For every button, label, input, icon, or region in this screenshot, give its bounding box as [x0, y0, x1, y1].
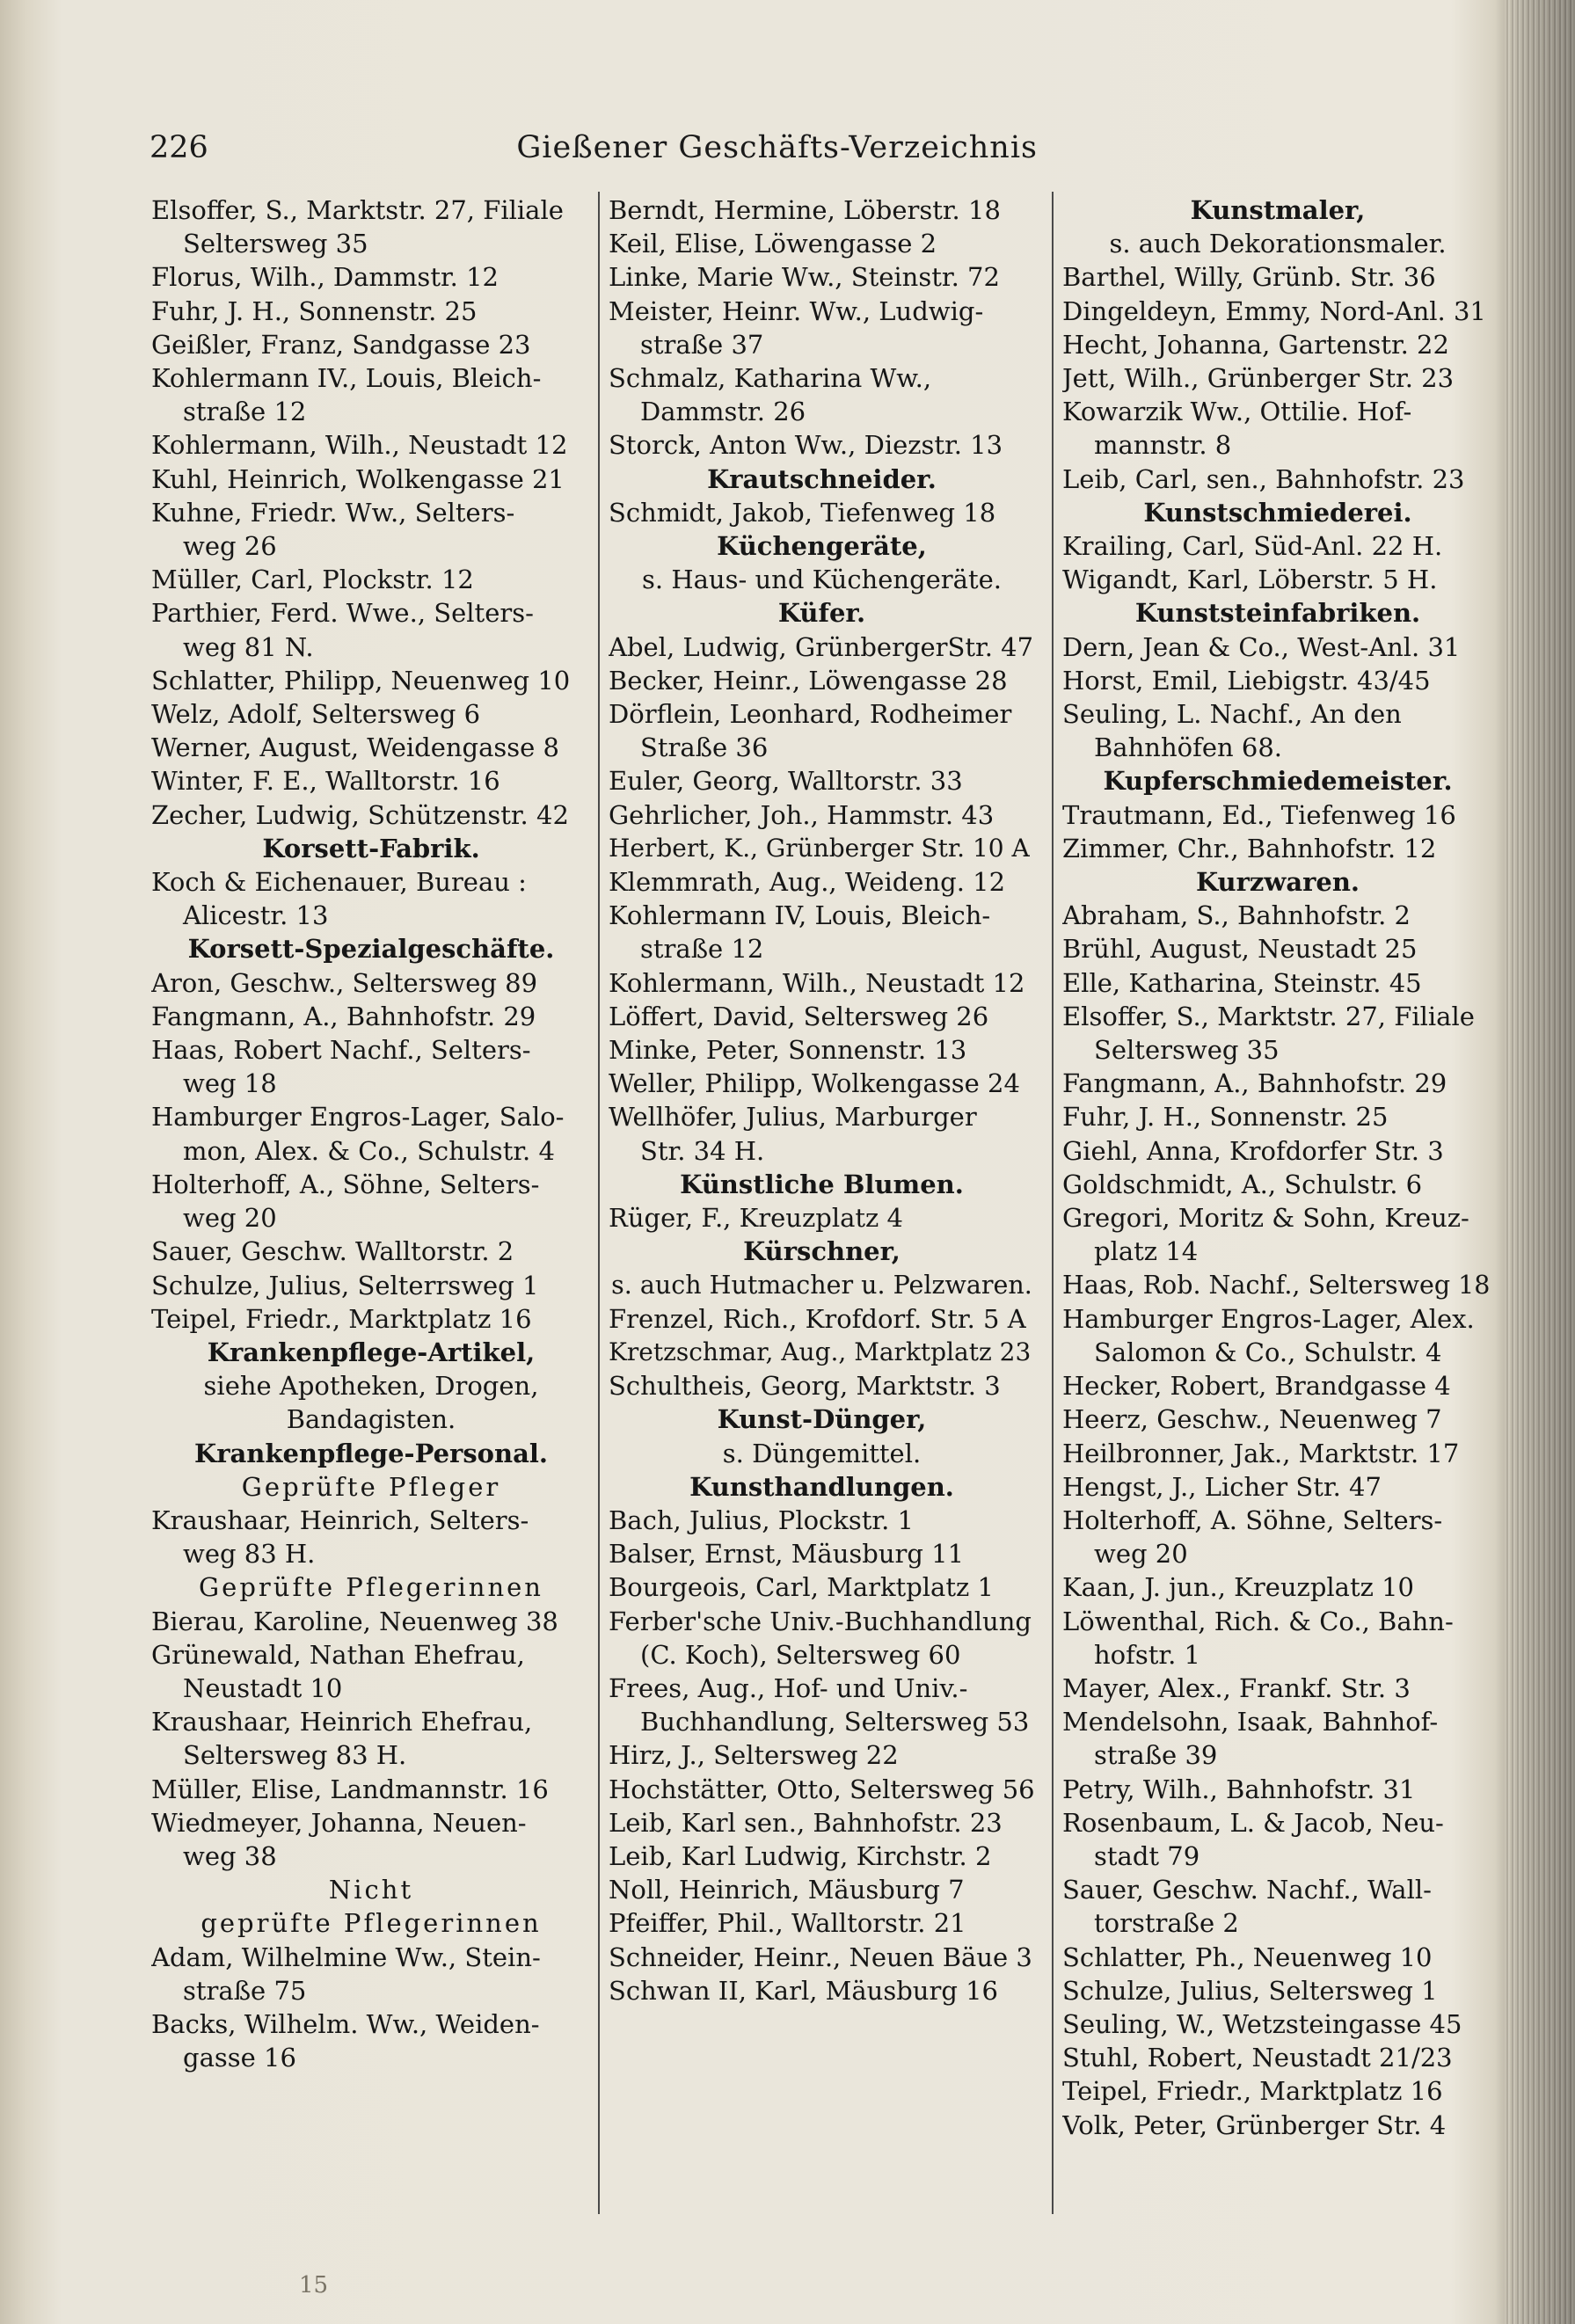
directory-entry: Kohlermann IV., Louis, Bleich-: [151, 363, 542, 394]
directory-entry: Brühl, August, Neustadt 25: [1062, 934, 1418, 965]
directory-column-1: [151, 193, 591, 2074]
directory-entry: Storck, Anton Ww., Diezstr. 13: [609, 430, 1003, 461]
directory-entry: Seuling, L. Nachf., An den: [1062, 699, 1402, 730]
directory-entry: Heilbronner, Jak., Marktstr. 17: [1062, 1438, 1460, 1468]
directory-entry: Haas, Robert Nachf., Selters-: [151, 1035, 531, 1066]
section-heading: Kürschner,: [743, 1236, 901, 1267]
directory-entry: Teipel, Friedr., Marktplatz 16: [151, 1303, 532, 1334]
directory-entry: Schulze, Julius, Selterrsweg 1: [151, 1270, 539, 1300]
directory-entry: Fuhr, J. H., Sonnenstr. 25: [1062, 1102, 1389, 1133]
directory-entry: Schneider, Heinr., Neuen Bäue 3: [609, 1942, 1032, 1972]
subsection-heading: Geprüfte Pfleger: [241, 1471, 501, 1502]
directory-entry: Schulze, Julius, Seltersweg 1: [1062, 1975, 1438, 2006]
entry-continuation: weg 18: [183, 1068, 277, 1099]
entry-continuation: Neustadt 10: [183, 1672, 343, 1703]
directory-entry: Winter, F. E., Walltorstr. 16: [151, 766, 500, 797]
directory-entry: Jett, Wilh., Grünberger Str. 23: [1062, 363, 1455, 394]
directory-entry: Schwan II, Karl, Mäusburg 16: [609, 1975, 999, 2006]
section-heading: Korsett-Fabrik.: [262, 833, 480, 863]
directory-entry: Florus, Wilh., Dammstr. 12: [151, 262, 499, 293]
directory-entry: Petry, Wilh., Bahnhofstr. 31: [1062, 1774, 1416, 1804]
column-rule: [1052, 192, 1054, 2214]
section-heading: Kunst-Dünger,: [717, 1404, 927, 1435]
column-rule: [598, 192, 600, 2214]
directory-entry: Hecht, Johanna, Gartenstr. 22: [1062, 329, 1449, 360]
directory-entry: Bourgeois, Carl, Marktplatz 1: [609, 1572, 994, 1603]
directory-entry: Balser, Ernst, Mäusburg 11: [609, 1539, 965, 1570]
directory-entry: Stuhl, Robert, Neustadt 21/23: [1062, 2043, 1453, 2073]
directory-entry: Hengst, J., Licher Str. 47: [1062, 1471, 1382, 1502]
directory-entry: Dörflein, Leonhard, Rodheimer: [609, 699, 1012, 730]
entry-continuation: Bahnhöfen 68.: [1094, 732, 1283, 763]
directory-entry: Linke, Marie Ww., Steinstr. 72: [609, 262, 1000, 293]
cross-reference-note: s. Düngemittel.: [722, 1438, 922, 1468]
section-heading: Krankenpflege-Personal.: [194, 1438, 548, 1468]
directory-entry: Barthel, Willy, Grünb. Str. 36: [1062, 262, 1436, 293]
directory-entry: Keil, Elise, Löwengasse 2: [609, 229, 937, 259]
running-title: Gießener Geschäfts-Verzeichnis: [516, 130, 1038, 165]
entry-continuation: torstraße 2: [1094, 1908, 1239, 1939]
directory-entry: Leib, Carl, sen., Bahnhofstr. 23: [1062, 463, 1465, 494]
directory-entry: Adam, Wilhelmine Ww., Stein-: [151, 1942, 541, 1972]
directory-entry: Mendelsohn, Isaak, Bahnhof-: [1062, 1707, 1439, 1738]
directory-entry: Kowarzik Ww., Ottilie. Hof-: [1062, 397, 1412, 427]
entry-continuation: hofstr. 1: [1094, 1639, 1200, 1670]
entry-continuation: Seltersweg 35: [1094, 1035, 1280, 1066]
directory-entry: Gehrlicher, Joh., Hammstr. 43: [609, 799, 995, 830]
entry-continuation: weg 38: [183, 1840, 277, 1871]
entry-continuation: straße 75: [183, 1975, 307, 2006]
directory-entry: Elle, Katharina, Steinstr. 45: [1062, 967, 1422, 998]
cross-reference-note: s. Haus- und Küchengeräte.: [642, 565, 1002, 595]
section-heading: Küfer.: [777, 598, 866, 629]
directory-entry: Schmalz, Katharina Ww.,: [609, 363, 932, 394]
directory-entry: Kretzschmar, Aug., Marktplatz 23: [609, 1337, 1032, 1366]
directory-entry: Minke, Peter, Sonnenstr. 13: [609, 1035, 967, 1066]
directory-entry: Kuhne, Friedr. Ww., Selters-: [151, 497, 515, 528]
section-heading: Krankenpflege-Artikel,: [207, 1337, 536, 1367]
directory-entry: Werner, August, Weidengasse 8: [151, 732, 559, 763]
directory-entry: Rüger, F., Kreuzplatz 4: [609, 1203, 903, 1234]
directory-entry: Geißler, Franz, Sandgasse 23: [151, 329, 531, 360]
directory-entry: Schlatter, Philipp, Neuenweg 10: [151, 665, 571, 696]
directory-entry: Schultheis, Georg, Marktstr. 3: [609, 1371, 1001, 1402]
directory-entry: Volk, Peter, Grünberger Str. 4: [1062, 2109, 1447, 2140]
directory-entry: Seuling, W., Wetzsteingasse 45: [1062, 2008, 1462, 2039]
directory-entry: Noll, Heinrich, Mäusburg 7: [609, 1875, 965, 1905]
directory-entry: Kraushaar, Heinrich, Selters-: [151, 1504, 529, 1535]
entry-continuation: stadt 79: [1094, 1840, 1200, 1871]
subsection-heading: Geprüfte Pflegerinnen: [199, 1572, 543, 1603]
entry-continuation: (C. Koch), Seltersweg 60: [640, 1639, 961, 1670]
directory-entry: Sauer, Geschw. Walltorstr. 2: [151, 1236, 514, 1267]
page-header: [149, 130, 1038, 174]
section-heading: Künstliche Blumen.: [680, 1169, 964, 1199]
directory-entry: Elsoffer, S., Marktstr. 27, Filiale: [1062, 1001, 1475, 1031]
directory-entry: Teipel, Friedr., Marktplatz 16: [1062, 2076, 1443, 2107]
section-heading: Kunstmaler,: [1190, 195, 1366, 225]
section-heading: Kunststeinfabriken.: [1134, 598, 1421, 629]
directory-entry: Hochstätter, Otto, Seltersweg 56: [609, 1774, 1035, 1804]
entry-continuation: weg 83 H.: [183, 1539, 316, 1570]
directory-entry: Parthier, Ferd. Wwe., Selters-: [151, 598, 534, 629]
section-heading: Kupferschmiedemeister.: [1103, 766, 1453, 797]
entry-continuation: Seltersweg 83 H.: [183, 1740, 407, 1771]
section-heading: Kunstschmiederei.: [1143, 497, 1412, 528]
entry-continuation: mon, Alex. & Co., Schulstr. 4: [183, 1135, 555, 1166]
directory-entry: Fangmann, A., Bahnhofstr. 29: [151, 1001, 536, 1031]
directory-entry: Müller, Elise, Landmannstr. 16: [151, 1774, 549, 1804]
directory-entry: Berndt, Hermine, Löberstr. 18: [609, 195, 1001, 225]
directory-entry: Hecker, Robert, Brandgasse 4: [1062, 1371, 1451, 1402]
directory-entry: Goldschmidt, A., Schulstr. 6: [1062, 1169, 1423, 1199]
directory-entry: Bach, Julius, Plockstr. 1: [609, 1504, 914, 1535]
section-heading: Kunsthandlungen.: [689, 1471, 954, 1502]
directory-entry: Krailing, Carl, Süd-Anl. 22 H.: [1062, 531, 1443, 562]
entry-continuation: Straße 36: [640, 732, 769, 763]
directory-entry: Hirz, J., Seltersweg 22: [609, 1740, 899, 1771]
directory-entry: Kraushaar, Heinrich Ehefrau,: [151, 1707, 533, 1738]
directory-entry: Hamburger Engros-Lager, Alex.: [1062, 1303, 1475, 1334]
entry-continuation: weg 81 N.: [183, 631, 314, 662]
directory-entry: Haas, Rob. Nachf., Seltersweg 18: [1062, 1270, 1491, 1300]
directory-entry: Schmidt, Jakob, Tiefenweg 18: [609, 497, 996, 528]
directory-entry: Becker, Heinr., Löwengasse 28: [609, 665, 1008, 696]
entry-continuation: weg 26: [183, 531, 277, 562]
directory-entry: Abraham, S., Bahnhofstr. 2: [1062, 900, 1411, 931]
directory-entry: Hamburger Engros-Lager, Salo-: [151, 1102, 565, 1133]
entry-continuation: straße 39: [1094, 1740, 1218, 1771]
directory-entry: Kuhl, Heinrich, Wolkengasse 21: [151, 463, 565, 494]
section-heading: Korsett-Spezialgeschäfte.: [187, 934, 555, 965]
directory-entry: Herbert, K., Grünberger Str. 10 A: [609, 833, 1030, 863]
directory-entry: Fuhr, J. H., Sonnenstr. 25: [151, 295, 478, 326]
directory-entry: Holterhoff, A., Söhne, Selters-: [151, 1169, 540, 1199]
directory-entry: Dingeldeyn, Emmy, Nord-Anl. 31: [1062, 295, 1486, 326]
directory-entry: Frees, Aug., Hof- und Univ.-: [609, 1672, 968, 1703]
section-heading: Küchengeräte,: [717, 531, 927, 562]
page-edge-shadow: [1505, 0, 1575, 2324]
directory-entry: Bierau, Karoline, Neuenweg 38: [151, 1606, 558, 1636]
directory-entry: Wiedmeyer, Johanna, Neuen-: [151, 1807, 527, 1838]
entry-continuation: Alicestr. 13: [183, 900, 329, 931]
directory-entry: Elsoffer, S., Marktstr. 27, Filiale: [151, 195, 564, 225]
directory-entry: Mayer, Alex., Frankf. Str. 3: [1062, 1672, 1411, 1703]
subsection-heading: geprüfte Pflegerinnen: [201, 1908, 542, 1939]
directory-entry: Frenzel, Rich., Krofdorf. Str. 5 A: [609, 1303, 1026, 1334]
directory-entry: Holterhoff, A. Söhne, Selters-: [1062, 1504, 1443, 1535]
directory-entry: Löwenthal, Rich. & Co., Bahn-: [1062, 1606, 1454, 1636]
subsection-heading: Nicht: [328, 1875, 414, 1905]
directory-entry: Klemmrath, Aug., Weideng. 12: [609, 867, 1006, 898]
entry-continuation: straße 12: [183, 397, 307, 427]
directory-entry: Backs, Wilhelm. Ww., Weiden-: [151, 2008, 540, 2039]
directory-entry: Schlatter, Ph., Neuenweg 10: [1062, 1942, 1433, 1972]
signature-mark: 15: [299, 2272, 329, 2299]
directory-column-3: [1062, 193, 1493, 2142]
directory-entry: Horst, Emil, Liebigstr. 43/45: [1062, 665, 1431, 696]
cross-reference-note: Bandagisten.: [286, 1404, 456, 1435]
directory-entry: Zimmer, Chr., Bahnhofstr. 12: [1062, 833, 1437, 863]
cross-reference-note: s. auch Dekorationsmaler.: [1109, 229, 1447, 259]
entry-continuation: Seltersweg 35: [183, 229, 368, 259]
directory-entry: Grünewald, Nathan Ehefrau,: [151, 1639, 525, 1670]
directory-entry: Kohlermann, Wilh., Neustadt 12: [151, 430, 568, 461]
directory-entry: Leib, Karl Ludwig, Kirchstr. 2: [609, 1840, 992, 1871]
directory-entry: Leib, Karl sen., Bahnhofstr. 23: [609, 1807, 1003, 1838]
directory-column-2: [609, 193, 1035, 2007]
directory-entry: Wigandt, Karl, Löberstr. 5 H.: [1062, 565, 1438, 595]
directory-entry: Kohlermann, Wilh., Neustadt 12: [609, 967, 1025, 998]
entry-continuation: Str. 34 H.: [640, 1135, 765, 1166]
directory-entry: Koch & Eichenauer, Bureau :: [151, 867, 527, 898]
directory-entry: Kaan, J. jun., Kreuzplatz 10: [1062, 1572, 1414, 1603]
entry-continuation: Dammstr. 26: [640, 397, 806, 427]
entry-continuation: platz 14: [1094, 1236, 1199, 1267]
directory-entry: Euler, Georg, Walltorstr. 33: [609, 766, 963, 797]
directory-entry: Sauer, Geschw. Nachf., Wall-: [1062, 1875, 1432, 1905]
section-heading: Kurzwaren.: [1195, 867, 1360, 898]
entry-continuation: mannstr. 8: [1094, 430, 1232, 461]
page-number: 226: [149, 130, 208, 165]
section-heading: Krautschneider.: [707, 463, 937, 494]
directory-entry: Trautmann, Ed., Tiefenweg 16: [1062, 799, 1456, 830]
directory-entry: Fangmann, A., Bahnhofstr. 29: [1062, 1068, 1447, 1099]
directory-entry: Giehl, Anna, Krofdorfer Str. 3: [1062, 1135, 1444, 1166]
cross-reference-note: s. auch Hutmacher u. Pelzwaren.: [611, 1270, 1032, 1300]
directory-entry: Kohlermann IV, Louis, Bleich-: [609, 900, 991, 931]
directory-entry: Gregori, Moritz & Sohn, Kreuz-: [1062, 1203, 1469, 1234]
directory-entry: Wellhöfer, Julius, Marburger: [609, 1102, 977, 1133]
directory-entry: Müller, Carl, Plockstr. 12: [151, 565, 474, 595]
directory-entry: Welz, Adolf, Seltersweg 6: [151, 699, 481, 730]
directory-entry: Meister, Heinr. Ww., Ludwig-: [609, 295, 984, 326]
directory-entry: Abel, Ludwig, GrünbergerStr. 47: [609, 631, 1034, 662]
directory-entry: Rosenbaum, L. & Jacob, Neu-: [1062, 1807, 1444, 1838]
directory-entry: Weller, Philipp, Wolkengasse 24: [609, 1068, 1020, 1099]
entry-continuation: gasse 16: [183, 2043, 296, 2073]
entry-continuation: Buchhandlung, Seltersweg 53: [640, 1707, 1030, 1738]
entry-continuation: straße 37: [640, 329, 764, 360]
entry-continuation: weg 20: [1094, 1539, 1188, 1570]
entry-continuation: Salomon & Co., Schulstr. 4: [1094, 1337, 1442, 1367]
cross-reference-note: siehe Apotheken, Drogen,: [203, 1371, 539, 1402]
directory-entry: Heerz, Geschw., Neuenweg 7: [1062, 1404, 1442, 1435]
directory-entry: Dern, Jean & Co., West-Anl. 31: [1062, 631, 1461, 662]
directory-entry: Aron, Geschw., Seltersweg 89: [151, 967, 538, 998]
directory-entry: Zecher, Ludwig, Schützenstr. 42: [151, 799, 569, 830]
directory-entry: Ferber'sche Univ.-Buchhandlung: [609, 1606, 1032, 1636]
entry-continuation: straße 12: [640, 934, 764, 965]
entry-continuation: weg 20: [183, 1203, 277, 1234]
directory-entry: Löffert, David, Seltersweg 26: [609, 1001, 989, 1031]
directory-entry: Pfeiffer, Phil., Walltorstr. 21: [609, 1908, 966, 1939]
